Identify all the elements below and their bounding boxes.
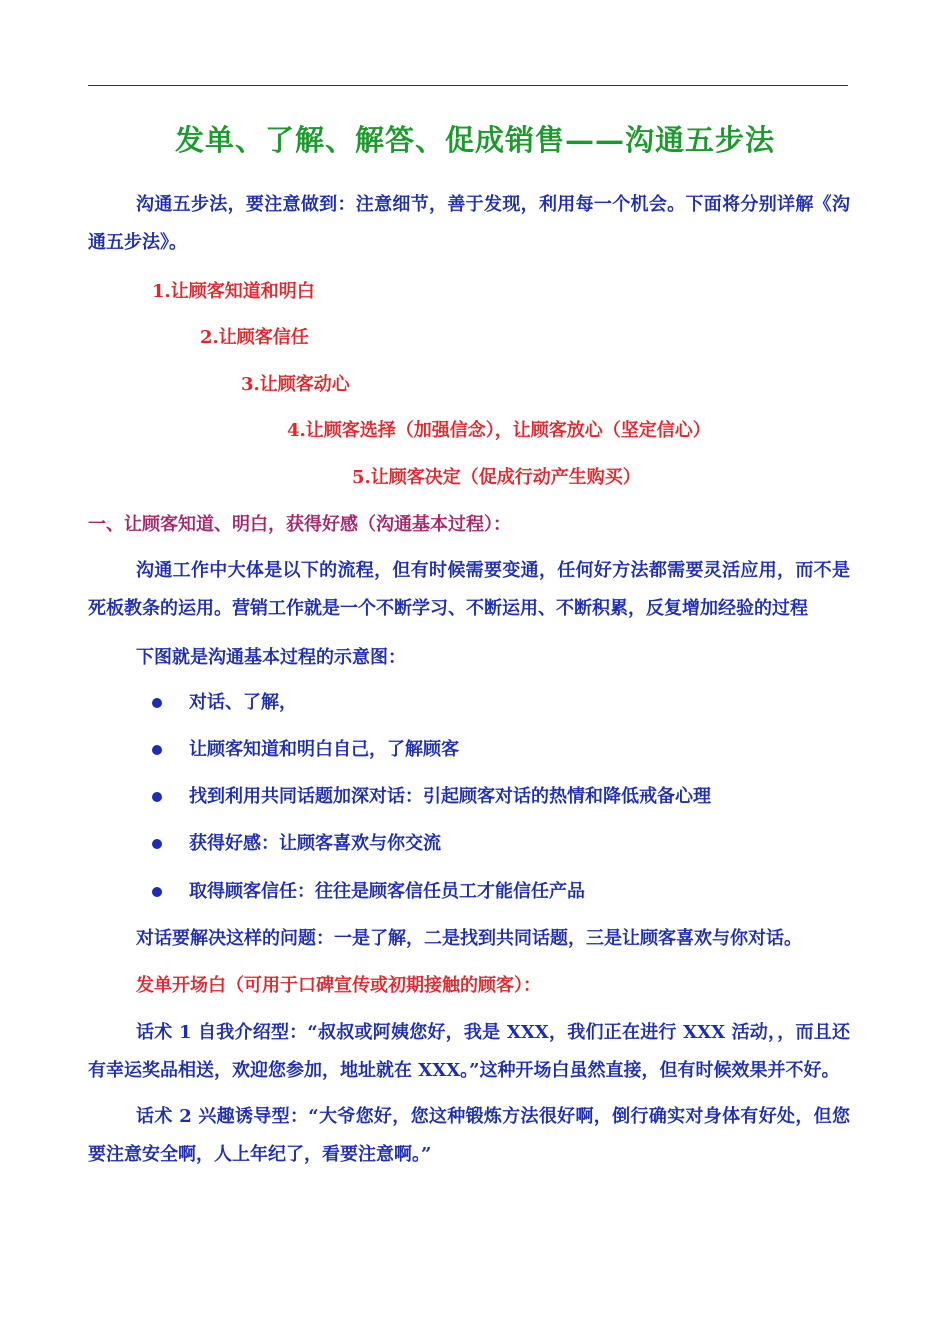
- step-4: 4.让顾客选择（加强信念），让顾客放心（坚定信心）: [287, 420, 711, 441]
- section1-heading: 一、让顾客知道、明白，获得好感（沟通基本过程）：: [88, 514, 511, 535]
- script-1-paragraph: 话术 1 自我介绍型：“叔叔或阿姨您好，我是 XXX，我们正在进行 XXX 活动，，而且还有幸运奖品相送，欢迎您参加，地址就在 XXX。”这种开场白虽然直接，但有时候效果并不好。: [88, 1022, 850, 1081]
- bullet-text: 获得好感：让顾客喜欢与你交流: [189, 833, 441, 854]
- bullet-dot-icon: [152, 698, 162, 708]
- dialogue-paragraph: 对话要解决这样的问题：一是了解，二是找到共同话题，三是让顾客喜欢与你对话。: [136, 928, 802, 949]
- step-5: 5.让顾客决定（促成行动产生购买）: [352, 467, 641, 488]
- step-1: 1.让顾客知道和明白: [152, 281, 315, 302]
- bullet-text: 让顾客知道和明白自己，了解顾客: [189, 739, 459, 760]
- bullet-dot-icon: [152, 839, 162, 849]
- bullet-dot-icon: [152, 745, 162, 755]
- bullet-text: 找到利用共同话题加深对话：引起顾客对话的热情和降低戒备心理: [189, 786, 711, 807]
- section1-paragraph: 沟通工作中大体是以下的流程，但有时候需要变通，任何好方法都需要灵活应用，而不是死板教条的运用。营销工作就是一个不断学习、不断运用、不断积累，反复增加经验的过程: [88, 560, 850, 619]
- step-2: 2.让顾客信任: [200, 327, 309, 348]
- opening-heading: 发单开场白（可用于口碑宣传或初期接触的顾客）：: [136, 975, 541, 996]
- header-rule: [88, 85, 848, 86]
- bullet-text: 取得顾客信任：往往是顾客信任员工才能信任产品: [189, 881, 585, 902]
- diagram-intro: 下图就是沟通基本过程的示意图：: [136, 647, 406, 668]
- intro-paragraph: 沟通五步法，要注意做到：注意细节，善于发现，利用每一个机会。下面将分别详解《沟通五步法》。: [88, 194, 850, 253]
- script-2-paragraph: 话术 2 兴趣诱导型：“大爷您好，您这种锻炼方法很好啊，倒行确实对身体有好处，但您要注意安全啊，人上年纪了，看要注意啊。”: [88, 1106, 850, 1165]
- step-3: 3.让顾客动心: [241, 374, 350, 395]
- bullet-dot-icon: [152, 887, 162, 897]
- bullet-dot-icon: [152, 792, 162, 802]
- document-title: 发单、了解、解答、促成销售——沟通五步法: [174, 123, 775, 157]
- bullet-text: 对话、了解，: [189, 692, 297, 713]
